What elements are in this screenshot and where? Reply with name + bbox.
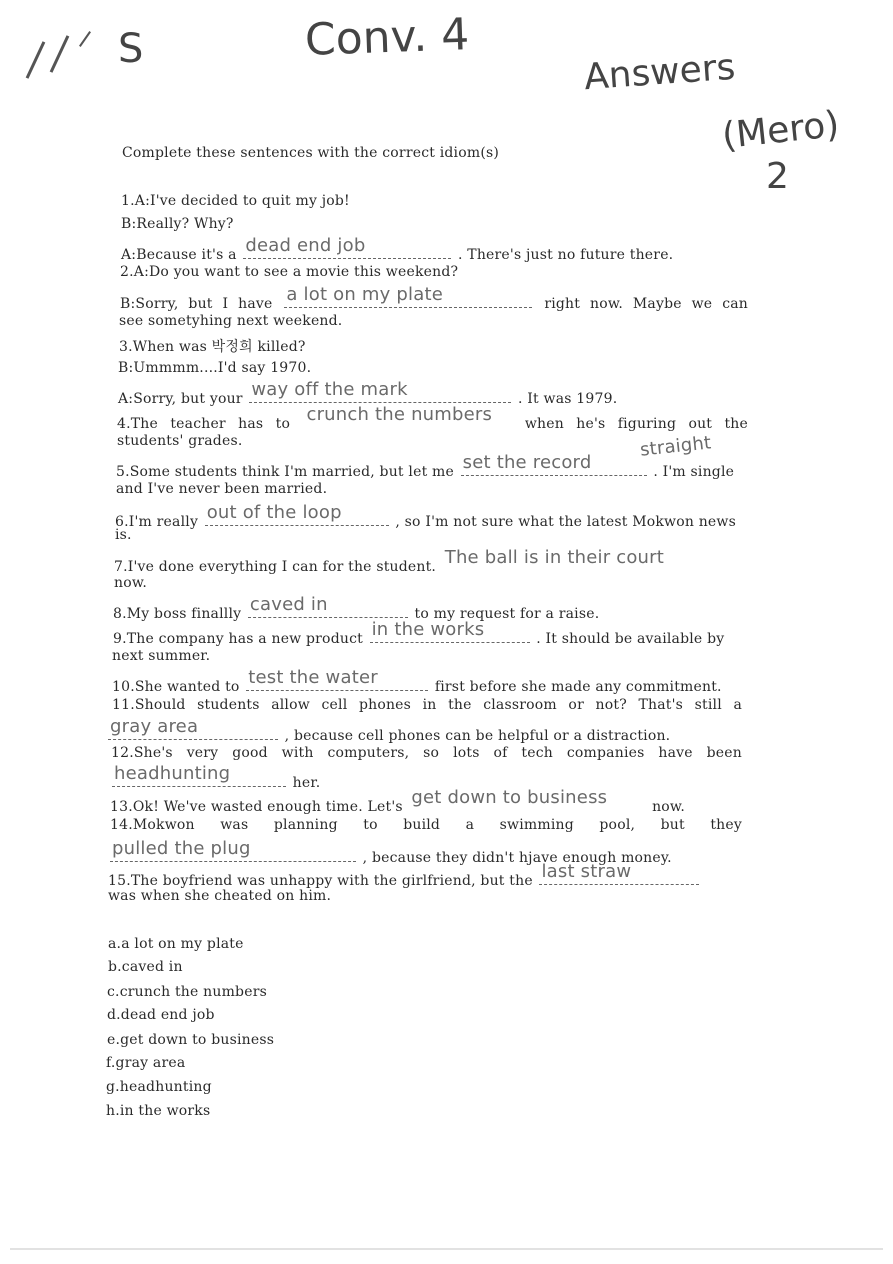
q12-suffix: her. (292, 775, 321, 791)
instruction: Complete these sentences with the correct idiom(s) (122, 145, 500, 161)
q7-blank[interactable] (443, 547, 743, 571)
q14-blank[interactable] (110, 838, 356, 862)
q9-prefix: 9.The company has a new product (113, 631, 363, 647)
q6-blank[interactable] (205, 502, 389, 526)
q2-prefix: B:Sorry, but I have (120, 296, 273, 312)
q3-line-b: B:Ummmm....I'd say 1970. (118, 360, 312, 376)
q10-answer: test the water (248, 667, 378, 688)
q9-blank[interactable] (370, 619, 530, 643)
q9-line-b: next summer. (112, 648, 211, 664)
q5-blank[interactable] (461, 452, 647, 476)
q8-blank[interactable] (248, 594, 408, 618)
q7-line-b: now. (114, 575, 148, 591)
q3-blank[interactable] (249, 379, 511, 403)
pen-mark (79, 31, 91, 47)
q10-prefix: 10.She wanted to (112, 679, 240, 695)
q13-line-a (110, 787, 686, 815)
q9-line-a (113, 619, 725, 647)
word-bank-item: e.get down to business (107, 1032, 275, 1048)
q5-line-b: and I've never been married. (116, 481, 328, 497)
q14-answer: pulled the plug (112, 838, 251, 859)
handwritten-note-number: 2 (766, 156, 789, 197)
q8-line-a (113, 594, 600, 622)
q12-blank[interactable] (112, 763, 286, 787)
q3-line-a: 3.When was 박정희 killed? (119, 339, 306, 355)
q10-blank[interactable] (246, 667, 428, 691)
pen-mark (26, 41, 46, 79)
q4-suffix: when he's figuring out the (524, 416, 748, 432)
q4-line-b: students' grades. (117, 433, 243, 449)
q6-line-a (115, 502, 736, 530)
q15-answer: last straw (541, 861, 632, 882)
q10-suffix: first before she made any commitment. (434, 679, 722, 695)
q15-line-a (108, 861, 701, 889)
q10-line-a (112, 667, 722, 695)
q1-blank[interactable] (243, 235, 451, 259)
q1-line-c (121, 235, 674, 263)
q4-answer: crunch the numbers (306, 404, 493, 425)
q11-answer: gray area (110, 716, 199, 737)
q15-prefix: 15.The boyfriend was unhappy with the girlfriend, but the (108, 873, 533, 889)
q15-line-b: was when she cheated on him. (108, 888, 332, 904)
q9-answer: in the works (371, 619, 485, 640)
word-bank-item: c.crunch the numbers (107, 984, 267, 1000)
scan-edge (10, 1248, 883, 1250)
handwritten-title: Conv. 4 (304, 9, 470, 66)
word-bank-item: a.a lot on my plate (108, 936, 244, 952)
q4-line-a (117, 404, 748, 432)
q13-answer: get down to business (411, 787, 608, 808)
q11-suffix: , because cell phones can be helpful or a distraction. (284, 728, 671, 744)
q2-line-b (120, 284, 748, 312)
q7-line-a (114, 547, 745, 575)
q1-line-a: 1.A:I've decided to quit my job! (121, 193, 350, 209)
q1-suffix: . There's just no future there. (457, 247, 674, 263)
q2-blank[interactable] (284, 284, 532, 308)
q14-suffix: , because they didn't hjave enough money. (362, 850, 672, 866)
q8-answer: caved in (249, 594, 328, 615)
handwritten-answers-label: Answers (582, 46, 737, 99)
q13-suffix: now. (652, 799, 686, 815)
q12-line-b (110, 763, 321, 791)
q2-line-a: 2.A:Do you want to see a movie this weekend? (120, 264, 459, 280)
q13-prefix: 13.Ok! We've wasted enough time. Let's (110, 799, 403, 815)
q13-blank[interactable] (409, 787, 645, 811)
q11-blank[interactable] (108, 716, 278, 740)
word-bank-item: g.headhunting (106, 1079, 212, 1095)
q5-line-a (116, 452, 735, 480)
q6-answer: out of the loop (206, 502, 342, 523)
handwritten-corner-mark: S (118, 26, 144, 72)
q15-blank[interactable] (539, 861, 699, 885)
q2-line-c: see sometyhing next weekend. (119, 313, 343, 329)
q5-answer: set the record (462, 452, 592, 473)
q1-prefix: A:Because it's a (121, 247, 237, 263)
q5-suffix: . I'm single (653, 464, 735, 480)
handwritten-note: (Mero) (720, 103, 842, 158)
q12-answer: headhunting (114, 763, 231, 784)
q3-suffix: . It was 1979. (518, 391, 618, 407)
q3-prefix: A:Sorry, but your (118, 391, 243, 407)
q9-suffix: . It should be available by (536, 631, 725, 647)
q12-line-a: 12.She's very good with computers, so lots of tech companies have been (111, 745, 742, 761)
q2-answer: a lot on my plate (286, 284, 443, 305)
word-bank-item: h.in the works (106, 1103, 211, 1119)
q2-suffix: right now. Maybe we can (544, 296, 748, 312)
q6-suffix: , so I'm not sure what the latest Mokwon news (395, 514, 736, 530)
q6-prefix: 6.I'm really (115, 514, 199, 530)
q6-line-b: is. (115, 527, 132, 543)
q1-answer: dead end job (245, 235, 366, 256)
q7-prefix: 7.I've done everything I can for the student. (114, 559, 437, 575)
q8-suffix: to my request for a raise. (414, 606, 600, 622)
q7-answer: The ball is in their court (444, 547, 664, 568)
q1-line-b: B:Really? Why? (121, 216, 234, 232)
pen-mark (50, 35, 70, 73)
q4-prefix: 4.The teacher has to (117, 416, 291, 432)
q5-answer-extra: straight (639, 432, 713, 461)
q4-blank[interactable] (304, 404, 510, 428)
word-bank-item: f.gray area (106, 1055, 186, 1071)
q3-answer: way off the mark (251, 379, 408, 400)
q8-prefix: 8.My boss finallly (113, 606, 242, 622)
q11-line-a: 11.Should students allow cell phones in the classroom or not? That's still a (112, 697, 742, 713)
q11-line-b (106, 716, 671, 744)
word-bank-item: d.dead end job (107, 1007, 215, 1023)
word-bank-item: b.caved in (108, 959, 183, 975)
q5-prefix: 5.Some students think I'm married, but let me (116, 464, 454, 480)
q14-line-a: 14.Mokwon was planning to build a swimming pool, but they (110, 817, 742, 833)
